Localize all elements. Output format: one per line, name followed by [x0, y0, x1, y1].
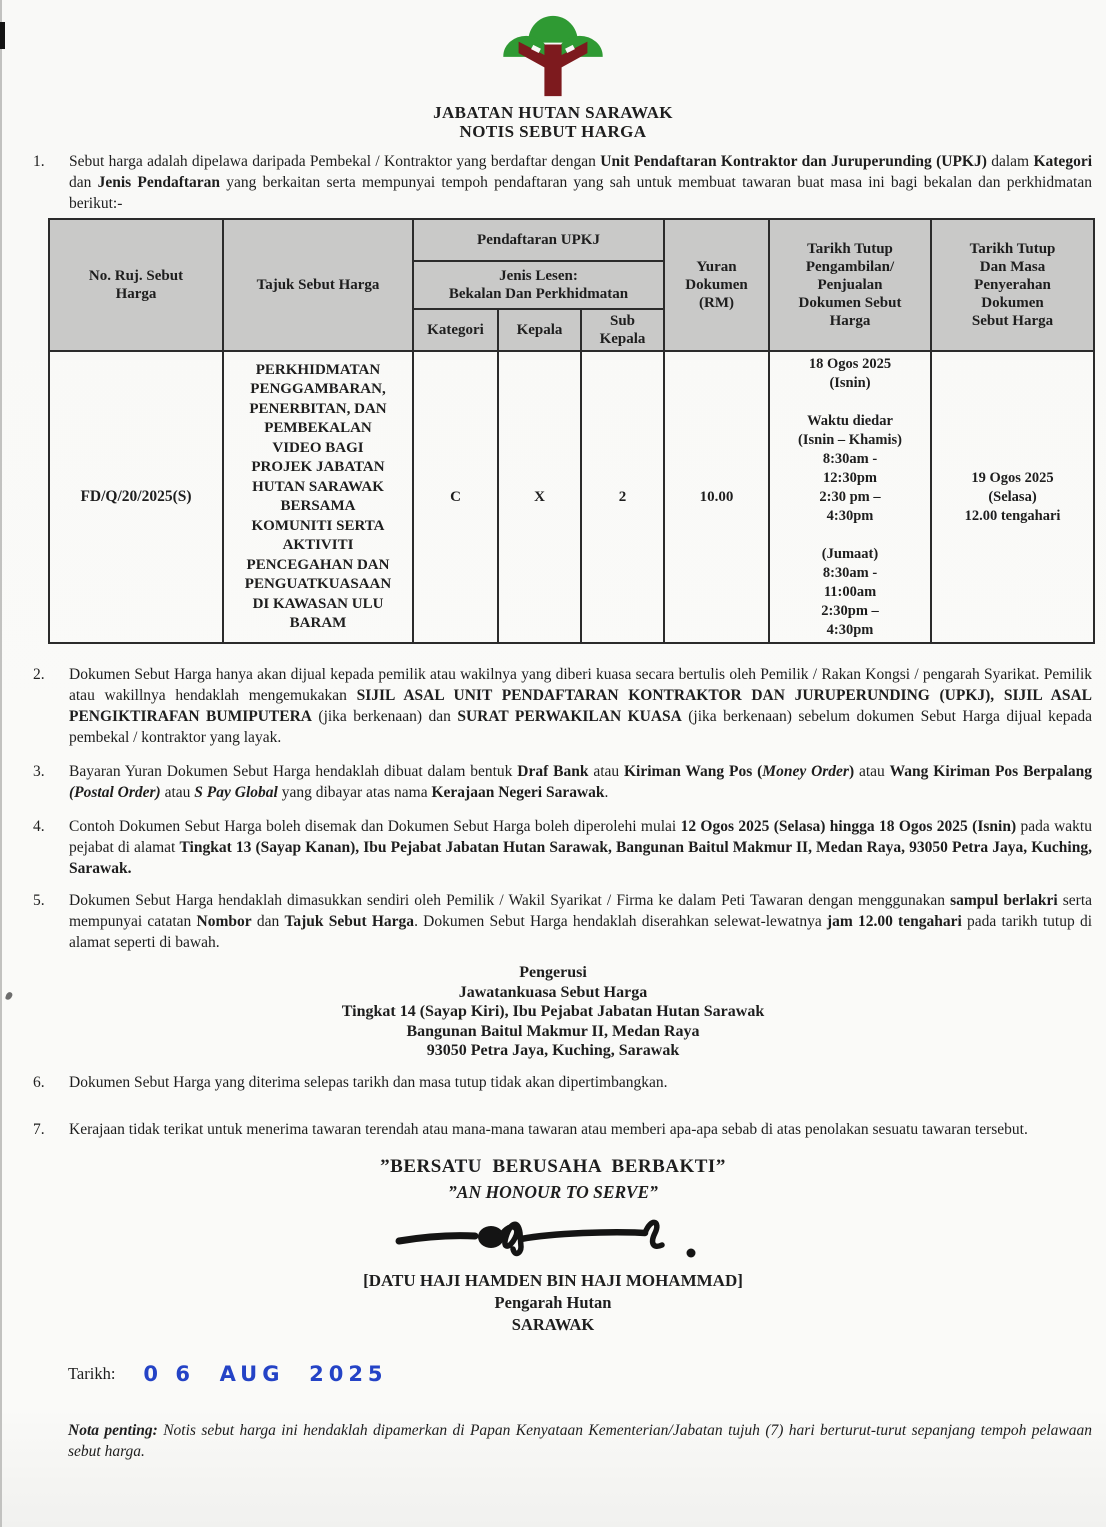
- clause-text: Dokumen Sebut Harga hendaklah dimasukkan sendiri oleh Pemilik / Wakil Syarikat / Firma ke dalam Peti Tawaran dengan menggunakan sampul berlakri serta mempunyai catatan Nombor dan Tajuk Sebut Harga. Dokumen Sebut Harga hendaklah diserahkan selewat-lewatnya jam 12.00 tengahari pada tarikh tutup di alamat seperti di bawah.: [69, 892, 1093, 951]
- clause-number: 7.: [33, 1120, 45, 1138]
- clause-number: 2.: [33, 666, 45, 683]
- signatory-name: [DATU HAJI HAMDEN BIN HAJI MOHAMMAD]: [363, 1270, 743, 1290]
- clause-1: [33, 151, 1092, 214]
- motto-english: ”AN HONOUR TO SERVE”: [448, 1181, 658, 1202]
- submission-address-block: Pengerusi Jawatankuasa Sebut Harga Tingkat 14 (Sayap Kiri), Ibu Pejabat Jabatan Hutan Sarawak Bangunan Baitul Makmur II, Medan Raya 93050 Petra Jaya, Kuching, Sarawak: [341, 964, 765, 1059]
- clause-3: [33, 761, 1092, 803]
- clause-6: [33, 1072, 1092, 1093]
- quotation-table: [48, 218, 1095, 644]
- cell-tarikh-pengambilan: 18 Ogos 2025 (Isnin) Waktu diedar (Isnin – Khamis) 8:30am - 12:30pm 2:30 pm – 4:30pm (Jumaat) 8:30am - 11:00am 2:30pm – 4:30pm: [769, 351, 931, 643]
- note-text: Notis sebut harga ini hendaklah dipamerkan di Papan Kenyataan Kementerian/Jabatan tujuh (7) hari berturut-turut sepanjang tempoh pelawaan sebut harga.: [68, 1421, 1092, 1460]
- clause-text: Contoh Dokumen Sebut Harga boleh disemak dan Dokumen Sebut Harga boleh diperolehi mulai 12 Ogos 2025 (Selasa) hingga 18 Ogos 2025 (Isnin) pada waktu pejabat di alamat Tingkat 13 (Sayap Kanan), Ibu Pejabat Jabatan Hutan Sarawak, Bangunan Baitul Makmur II, Medan Raya, 93050 Petra Jaya, Kuching, Sarawak.: [69, 818, 1092, 877]
- clause-number: 3.: [33, 763, 45, 780]
- scan-edge-line: [0, 0, 2, 1527]
- clause-text: Sebut harga adalah dipelawa daripada Pembekal / Kontraktor yang berdaftar dengan Unit Pendaftaran Kontraktor dan Juruperunding (UPKJ) dalam Kategori dan Jenis Pendaftaran yang berkaitan serta mempunyai tempoh pendaftaran yang sah untuk membuat tawaran buat masa ini bagi bekalan dan perkhidmatan berikut:-: [69, 153, 1093, 212]
- tree-logo-icon: [494, 12, 612, 98]
- clause-4: [33, 816, 1092, 879]
- signatory-org: SARAWAK: [511, 1314, 595, 1334]
- clause-text: Bayaran Yuran Dokumen Sebut Harga hendaklah dibuat dalam bentuk Draf Bank atau Kiriman Wang Pos (Money Order) atau Wang Kiriman Pos Berpalang (Postal Order) atau S Pay Global yang dibayar atas nama Kerajaan Negeri Sarawak.: [69, 763, 1092, 801]
- clause-7: [33, 1119, 1092, 1140]
- clause-number: 4.: [33, 818, 45, 835]
- clause-number: 1.: [33, 153, 45, 170]
- date-row: [68, 1362, 1106, 1386]
- header-no-ruj: No. Ruj. Sebut Harga: [49, 219, 223, 351]
- important-note: [68, 1420, 1092, 1462]
- header-tarikh-pengambilan: Tarikh Tutup Pengambilan/ Penjualan Dokumen Sebut Harga: [769, 219, 931, 351]
- signatory-title: Pengarah Hutan: [494, 1292, 612, 1312]
- clause-text: Kerajaan tidak terikat untuk menerima tawaran terendah atau mana-mana tawaran atau memberi apa-apa sebab di atas penolakan sesuatu tawaran tersebut.: [69, 1120, 1028, 1138]
- handwritten-signature-icon: [393, 1209, 713, 1265]
- header-kategori: Kategori: [413, 309, 498, 351]
- clause-number: 5.: [33, 892, 45, 909]
- motto-malay: ”BERSATU BERUSAHA BERBAKTI”: [380, 1155, 726, 1177]
- note-label: Nota penting:: [68, 1421, 158, 1439]
- date-stamp: 0 6 AUG 2025: [143, 1361, 388, 1386]
- scan-edge-mark: [0, 22, 5, 49]
- clause-text: Dokumen Sebut Harga hanya akan dijual kepada pemilik atau wakilnya yang diberi kuasa secara bertulis oleh Pemilik / Rakan Kongsi / pengarah Syarikat. Pemilik atau wakillnya hendaklah mengemukakan SIJIL ASAL UNIT PENDAFTARAN KONTRAKTOR DAN JURUPERUNDING (UPKJ), SIJIL ASAL PENGIKTIRAFAN BUMIPUTERA (jika berkenaan) dan SURAT PERWAKILAN KUASA (jika berkenaan) sebelum dokumen Sebut Harga dijual kepada pembekal / kontraktor yang layak.: [69, 666, 1092, 746]
- clause-2: [33, 664, 1092, 748]
- doc-title: NOTIS SEBUT HARGA: [459, 122, 647, 141]
- header-kepala: Kepala: [498, 309, 581, 351]
- cell-tarikh-penyerahan: 19 Ogos 2025 (Selasa) 12.00 tengahari: [931, 351, 1094, 643]
- header-tajuk: Tajuk Sebut Harga: [223, 219, 413, 351]
- header-yuran: Yuran Dokumen (RM): [664, 219, 769, 351]
- cell-kepala: X: [498, 351, 581, 643]
- header-sub-kepala: Sub Kepala: [581, 309, 664, 351]
- org-title: JABATAN HUTAN SARAWAK: [433, 103, 673, 122]
- header-tarikh-penyerahan: Tarikh Tutup Dan Masa Penyerahan Dokumen Sebut Harga: [931, 219, 1094, 351]
- header-pendaftaran-upkj: Pendaftaran UPKJ: [413, 219, 664, 261]
- cell-yuran: 10.00: [664, 351, 769, 643]
- cell-tajuk: PERKHIDMATAN PENGGAMBARAN, PENERBITAN, DAN PEMBEKALAN VIDEO BAGI PROJEK JABATAN HUTAN SARAWAK BERSAMA KOMUNITI SERTA AKTIVITI PENCEGAHAN DAN PENGUATKUASAAN DI KAWASAN ULU BARAM: [223, 351, 413, 643]
- cell-sub-kepala: 2: [581, 351, 664, 643]
- agency-logo: [0, 0, 1106, 103]
- cell-kategori: C: [413, 351, 498, 643]
- cell-no-ruj: FD/Q/20/2025(S): [49, 351, 223, 643]
- date-label: Tarikh:: [68, 1363, 116, 1383]
- header-jenis-lesen: Jenis Lesen: Bekalan Dan Perkhidmatan: [413, 261, 664, 309]
- clause-text: Dokumen Sebut Harga yang diterima selepas tarikh dan masa tutup tidak akan dipertimbangkan.: [69, 1073, 668, 1091]
- clause-5: [33, 890, 1092, 953]
- signature: [0, 1209, 1106, 1270]
- clause-number: 6.: [33, 1073, 45, 1091]
